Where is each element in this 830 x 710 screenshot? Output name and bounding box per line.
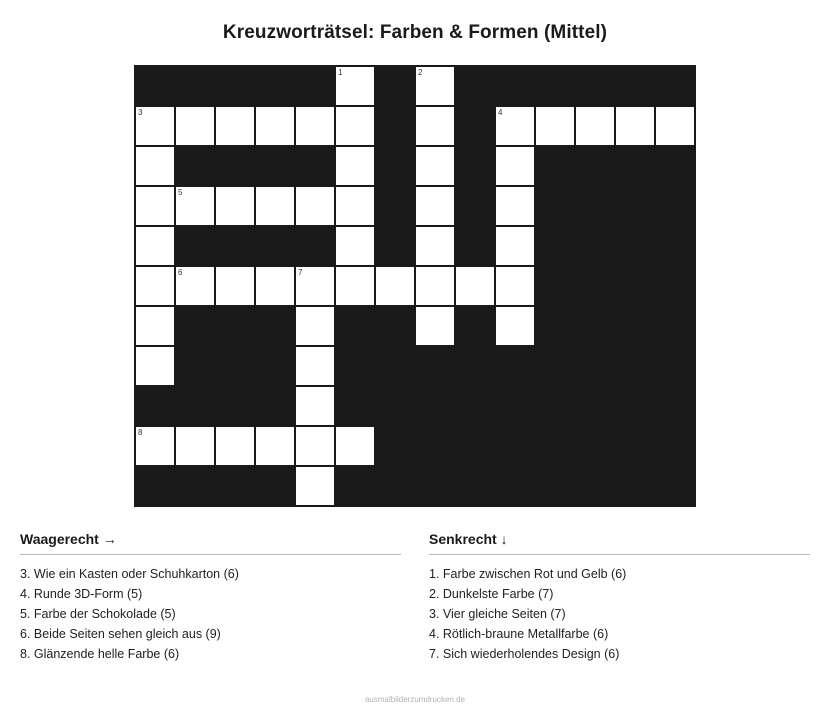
crossword-block — [535, 306, 575, 346]
crossword-block — [215, 466, 255, 506]
crossword-cell[interactable] — [575, 106, 615, 146]
down-column — [429, 531, 810, 664]
crossword-block — [175, 226, 215, 266]
crossword-cell[interactable] — [415, 106, 455, 146]
crossword-cell[interactable] — [135, 426, 175, 466]
cell-number: 8 — [138, 428, 143, 437]
crossword-block — [375, 146, 415, 186]
crossword-block — [255, 346, 295, 386]
crossword-block — [455, 66, 495, 106]
crossword-block — [375, 66, 415, 106]
crossword-block — [175, 146, 215, 186]
crossword-block — [255, 66, 295, 106]
crossword-block — [655, 466, 695, 506]
crossword-block — [535, 266, 575, 306]
crossword-cell[interactable] — [255, 106, 295, 146]
clue-down-2: 2. Dunkelste Farbe (7) — [429, 587, 554, 601]
clue-down-1: 1. Farbe zwischen Rot und Gelb (6) — [429, 567, 627, 581]
crossword-cell[interactable] — [135, 106, 175, 146]
crossword-block — [455, 106, 495, 146]
crossword-block — [175, 466, 215, 506]
crossword-block — [495, 386, 535, 426]
crossword-cell[interactable] — [135, 226, 175, 266]
crossword-block — [535, 346, 575, 386]
crossword-cell[interactable] — [215, 106, 255, 146]
crossword-block — [535, 186, 575, 226]
crossword-cell[interactable] — [375, 266, 415, 306]
crossword-block — [655, 146, 695, 186]
crossword-cell[interactable] — [655, 106, 695, 146]
crossword-block — [175, 346, 215, 386]
crossword-block — [495, 466, 535, 506]
crossword-block — [215, 306, 255, 346]
clue-down-7: 7. Sich wiederholendes Design (6) — [429, 647, 620, 661]
crossword-block — [455, 146, 495, 186]
cell-number: 2 — [418, 68, 423, 77]
crossword-cell[interactable] — [135, 146, 175, 186]
crossword-block — [575, 66, 615, 106]
crossword-block — [415, 426, 455, 466]
crossword-block — [215, 386, 255, 426]
crossword-block — [255, 226, 295, 266]
across-column — [20, 531, 401, 664]
crossword-cell[interactable] — [535, 106, 575, 146]
crossword-cell[interactable] — [135, 266, 175, 306]
crossword-block — [415, 346, 455, 386]
clue-across-6: 6. Beide Seiten sehen gleich aus (9) — [20, 627, 221, 641]
crossword-block — [495, 66, 535, 106]
crossword-block — [575, 346, 615, 386]
crossword-block — [135, 466, 175, 506]
crossword-block — [615, 386, 655, 426]
crossword-block — [175, 386, 215, 426]
crossword-block — [535, 66, 575, 106]
crossword-block — [455, 426, 495, 466]
crossword-cell[interactable] — [295, 466, 335, 506]
crossword-cell[interactable] — [215, 266, 255, 306]
crossword-block — [415, 466, 455, 506]
crossword-block — [575, 386, 615, 426]
crossword-cell[interactable] — [215, 426, 255, 466]
crossword-block — [535, 226, 575, 266]
crossword-block — [415, 386, 455, 426]
crossword-block — [215, 226, 255, 266]
page-title: Kreuzworträtsel: Farben & Formen (Mittel) — [222, 22, 608, 43]
crossword-block — [375, 186, 415, 226]
crossword-cell[interactable] — [135, 186, 175, 226]
crossword-cell[interactable] — [255, 426, 295, 466]
footer-credit: ausmalbilderzumdrucken.de — [364, 695, 466, 704]
crossword-block — [375, 226, 415, 266]
crossword-cell[interactable] — [335, 266, 375, 306]
cell-number: 7 — [298, 268, 303, 277]
crossword-block — [375, 466, 415, 506]
cell-number: 1 — [338, 68, 343, 77]
clue-across-5: 5. Farbe der Schokolade (5) — [20, 607, 176, 621]
crossword-block — [615, 306, 655, 346]
crossword-block — [655, 226, 695, 266]
crossword-cell[interactable] — [175, 426, 215, 466]
crossword-block — [575, 186, 615, 226]
crossword-block — [295, 66, 335, 106]
crossword-block — [575, 146, 615, 186]
crossword-cell[interactable] — [295, 426, 335, 466]
crossword-cell[interactable] — [175, 266, 215, 306]
crossword-cell[interactable] — [255, 266, 295, 306]
crossword-cell[interactable] — [615, 106, 655, 146]
crossword-cell[interactable] — [255, 186, 295, 226]
crossword-block — [375, 346, 415, 386]
crossword-block — [215, 66, 255, 106]
crossword-cell[interactable] — [415, 266, 455, 306]
down-heading: Senkrecht ↓ — [429, 531, 810, 555]
crossword-cell[interactable] — [335, 226, 375, 266]
crossword-block — [535, 386, 575, 426]
crossword-block — [375, 386, 415, 426]
clue-across-8: 8. Glänzende helle Farbe (6) — [20, 647, 180, 661]
crossword-block — [455, 466, 495, 506]
crossword-cell[interactable] — [335, 426, 375, 466]
crossword-block — [615, 66, 655, 106]
clue-across-3: 3. Wie ein Kasten oder Schuhkarton (6) — [20, 567, 239, 581]
crossword-block — [455, 346, 495, 386]
crossword-cell[interactable] — [415, 66, 455, 106]
crossword-block — [655, 266, 695, 306]
crossword-block — [135, 386, 175, 426]
crossword-block — [535, 426, 575, 466]
crossword-block — [455, 226, 495, 266]
crossword-block — [255, 386, 295, 426]
crossword-cell[interactable] — [215, 186, 255, 226]
crossword-block — [375, 106, 415, 146]
crossword-cell[interactable] — [415, 226, 455, 266]
crossword-block — [335, 466, 375, 506]
crossword-cell[interactable] — [495, 306, 535, 346]
crossword-block — [575, 466, 615, 506]
crossword-block — [295, 146, 335, 186]
crossword-block — [375, 426, 415, 466]
crossword-block — [655, 386, 695, 426]
crossword-cell[interactable] — [295, 386, 335, 426]
crossword-block — [335, 386, 375, 426]
crossword-block — [455, 306, 495, 346]
crossword-block — [615, 146, 655, 186]
clue-across-4: 4. Runde 3D-Form (5) — [20, 587, 143, 601]
crossword-cell[interactable] — [495, 106, 535, 146]
crossword-block — [535, 466, 575, 506]
crossword-cell[interactable] — [495, 266, 535, 306]
crossword-block — [575, 306, 615, 346]
crossword-block — [255, 466, 295, 506]
clue-down-3: 3. Vier gleiche Seiten (7) — [429, 607, 566, 621]
crossword-cell[interactable] — [295, 106, 335, 146]
crossword-block — [575, 426, 615, 466]
crossword-block — [375, 306, 415, 346]
crossword-block — [255, 306, 295, 346]
crossword-cell[interactable] — [455, 266, 495, 306]
crossword-block — [615, 266, 655, 306]
crossword-block — [135, 66, 175, 106]
crossword-block — [615, 186, 655, 226]
crossword-block — [495, 426, 535, 466]
crossword-block — [575, 226, 615, 266]
crossword-block — [175, 306, 215, 346]
crossword-block — [655, 306, 695, 346]
crossword-block — [335, 306, 375, 346]
crossword-cell[interactable] — [495, 226, 535, 266]
crossword-cell[interactable] — [495, 146, 535, 186]
clues-section — [20, 531, 810, 664]
crossword-block — [455, 186, 495, 226]
crossword-cell[interactable] — [295, 306, 335, 346]
crossword-cell[interactable] — [335, 106, 375, 146]
crossword-cell[interactable] — [175, 186, 215, 226]
crossword-cell[interactable] — [335, 186, 375, 226]
crossword-cell[interactable] — [295, 266, 335, 306]
crossword-grid[interactable] — [134, 65, 696, 507]
crossword-block — [295, 226, 335, 266]
crossword-cell[interactable] — [415, 306, 455, 346]
crossword-cell[interactable] — [495, 186, 535, 226]
across-heading: Waagerecht → — [20, 531, 401, 555]
crossword-block — [495, 346, 535, 386]
cell-number: 4 — [498, 108, 503, 117]
crossword-block — [175, 66, 215, 106]
crossword-block — [215, 146, 255, 186]
crossword-block — [575, 266, 615, 306]
crossword-cell[interactable] — [335, 66, 375, 106]
crossword-cell[interactable] — [135, 346, 175, 386]
crossword-cell[interactable] — [415, 146, 455, 186]
cell-number: 5 — [178, 188, 183, 197]
crossword-cell[interactable] — [335, 146, 375, 186]
crossword-block — [255, 146, 295, 186]
crossword-cell[interactable] — [415, 186, 455, 226]
crossword-block — [615, 346, 655, 386]
crossword-block — [615, 426, 655, 466]
crossword-block — [335, 346, 375, 386]
crossword-cell[interactable] — [295, 346, 335, 386]
crossword-block — [455, 386, 495, 426]
crossword-grid-container — [0, 65, 830, 507]
crossword-block — [535, 146, 575, 186]
cell-number: 3 — [138, 108, 143, 117]
crossword-block — [655, 426, 695, 466]
crossword-block — [655, 346, 695, 386]
crossword-cell[interactable] — [135, 306, 175, 346]
clue-down-4: 4. Rötlich-braune Metallfarbe (6) — [429, 627, 609, 641]
crossword-block — [655, 186, 695, 226]
crossword-cell[interactable] — [175, 106, 215, 146]
crossword-block — [215, 346, 255, 386]
crossword-block — [615, 226, 655, 266]
cell-number: 6 — [178, 268, 183, 277]
crossword-block — [615, 466, 655, 506]
crossword-block — [655, 66, 695, 106]
crossword-cell[interactable] — [295, 186, 335, 226]
